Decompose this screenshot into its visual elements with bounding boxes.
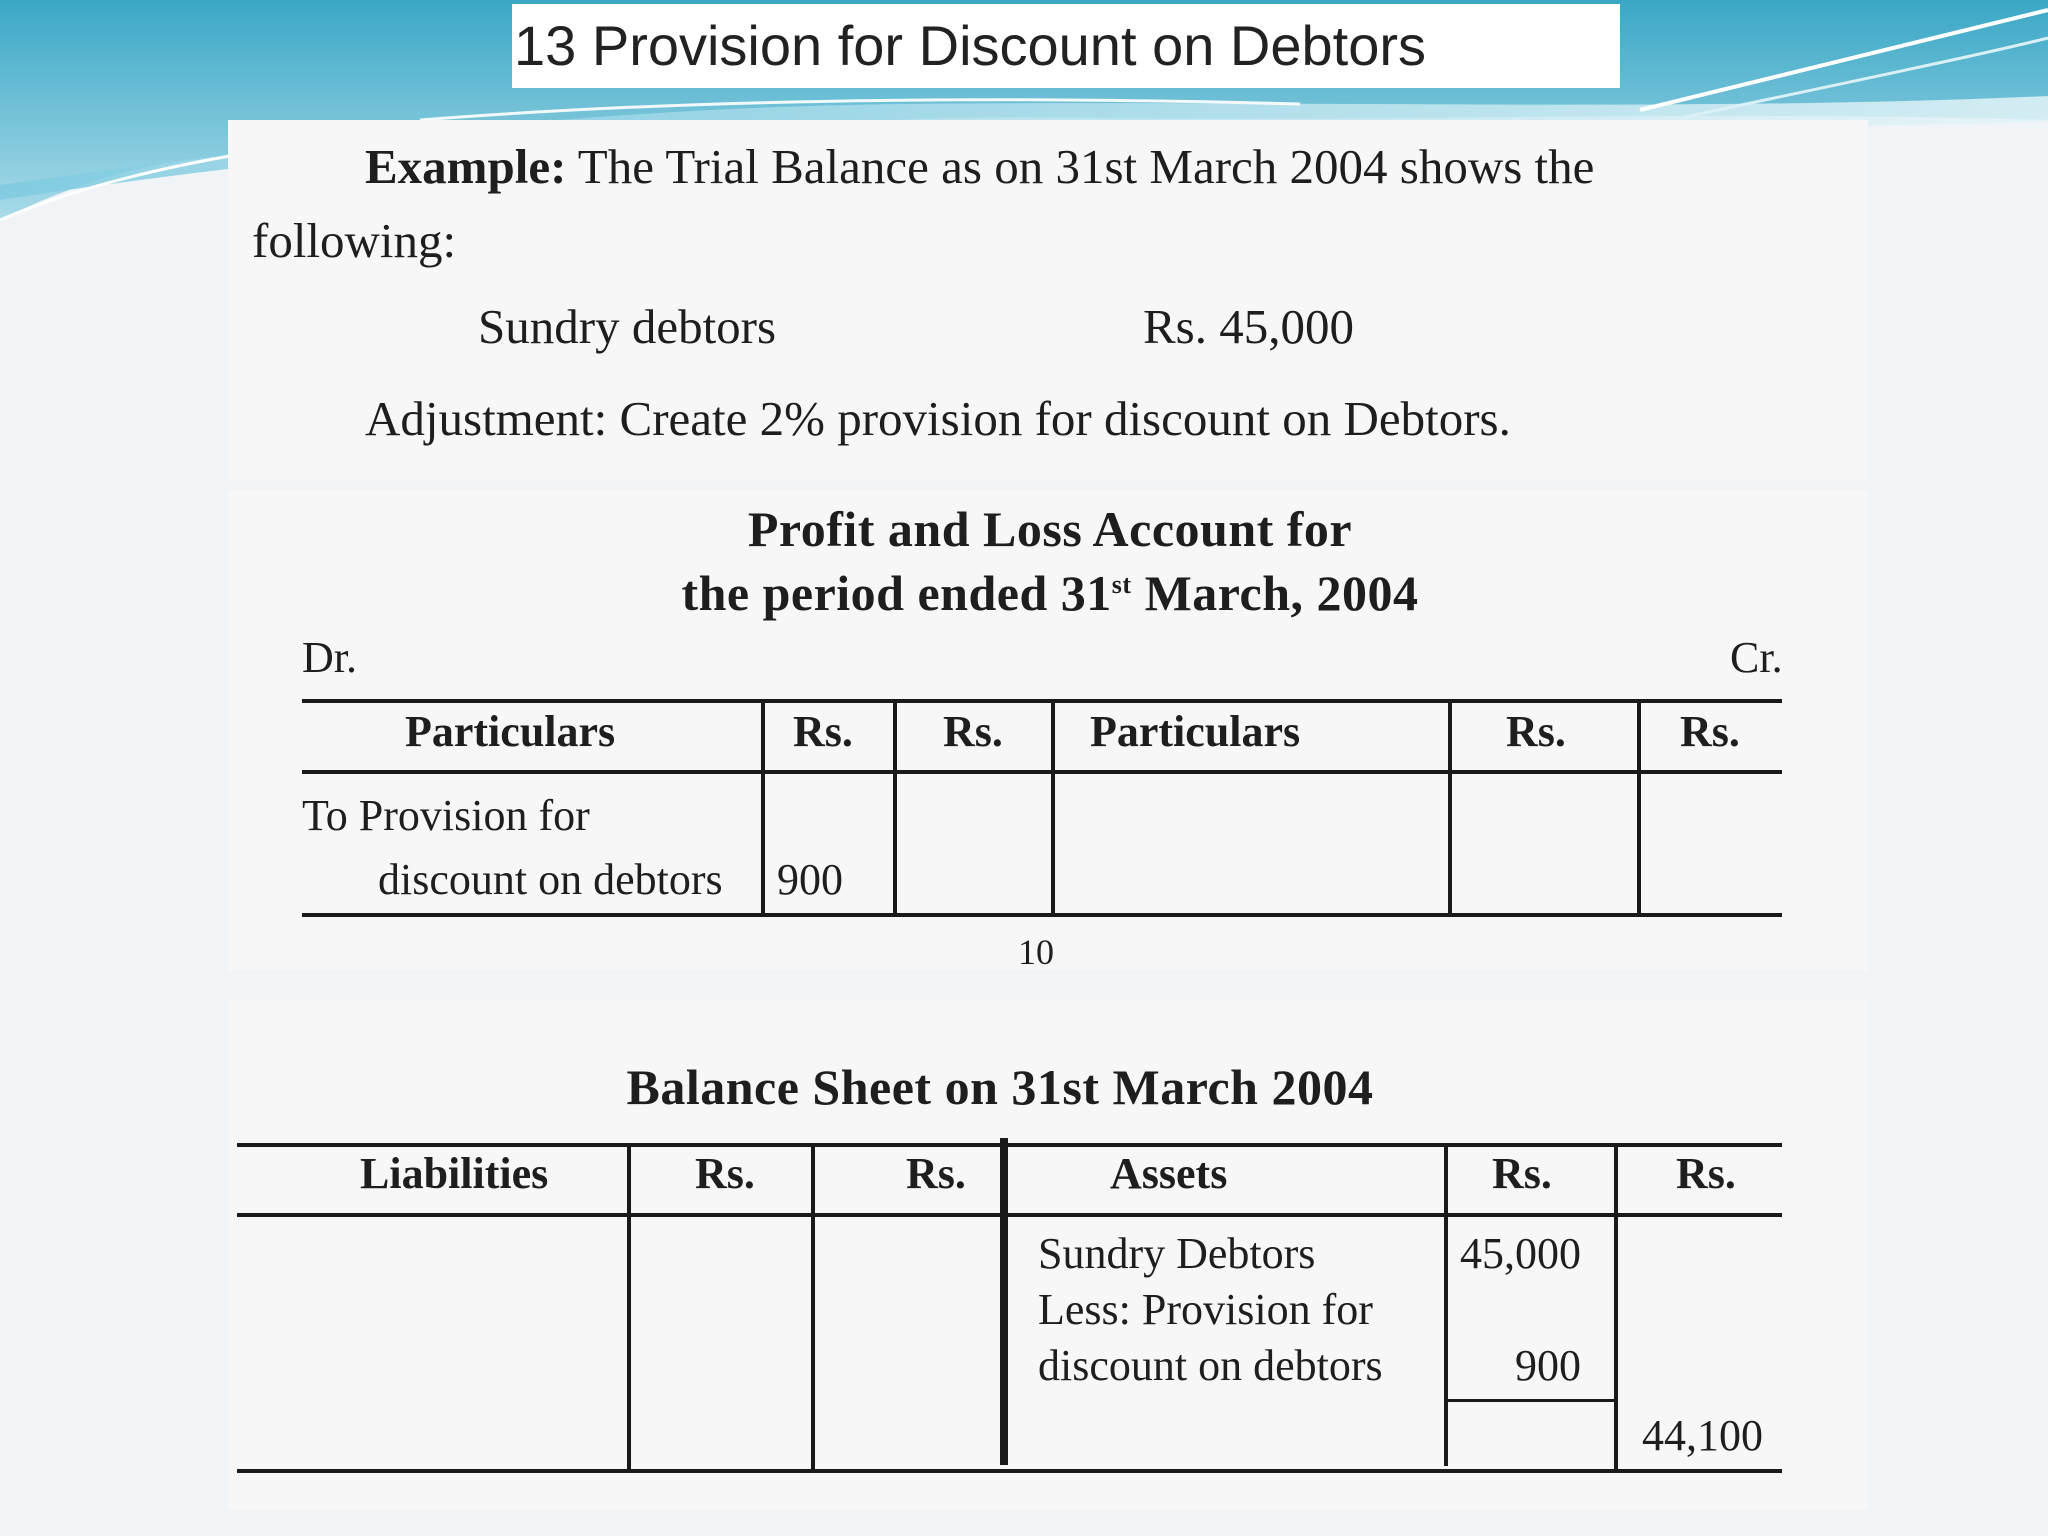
pl-header-rs: Rs. [943,707,1003,756]
bs-table-top-rule [237,1143,1782,1147]
pl-table-top-rule [302,699,1782,703]
pl-header-rs: Rs. [793,707,853,756]
example-text-continued: following: [252,213,457,268]
example-text: The Trial Balance as on 31st March 2004 shows the [566,139,1595,194]
bs-net-value: 44,100 [1642,1411,1763,1460]
pl-heading-post: March, 2004 [1131,565,1419,621]
pl-heading-line2 [500,564,1600,622]
example-label: Example: [365,139,567,194]
pl-row-rs1-value: 900 [777,855,843,904]
pl-col-divider [1637,699,1641,915]
adjustment-text: Adjustment: Create 2% provision for discount on Debtors. [365,391,1511,446]
bs-center-divider [1000,1138,1008,1465]
bs-debtors-value: 45,000 [1460,1229,1581,1278]
bs-col-divider [1614,1143,1618,1471]
page-number-fragment: 10 [1018,932,1054,972]
pl-col-divider [761,699,765,915]
bs-asset-line3: discount on debtors [1038,1341,1383,1390]
bs-header-assets: Assets [1110,1149,1228,1198]
bs-header-rs: Rs. [1676,1149,1736,1198]
pl-header-particulars-cr: Particulars [1090,707,1301,756]
balance-sheet-heading: Balance Sheet on 31st March 2004 [626,1059,1374,1115]
item-label: Sundry debtors [478,299,777,354]
pl-heading-line1: Profit and Loss Account for [747,501,1353,557]
slide-title: 13 Provision for Discount on Debtors [514,14,1426,77]
pl-heading-sup: st [1111,570,1132,599]
bs-asset-line2: Less: Provision for [1038,1285,1373,1334]
pl-row-particulars-line2: discount on debtors [378,855,723,904]
bs-table-header-rule [237,1213,1782,1217]
pl-col-divider [1448,699,1452,915]
pl-col-divider [893,699,897,915]
pl-header-rs: Rs. [1680,707,1740,756]
pl-heading-pre: the period ended 31 [681,565,1112,621]
pl-header-particulars-dr: Particulars [405,707,616,756]
bs-col-divider [811,1143,815,1471]
bs-asset-line1: Sundry Debtors [1038,1229,1316,1278]
bs-subtotal-rule [1446,1399,1618,1402]
pl-table-bottom-rule [302,913,1782,917]
bs-header-liabilities: Liabilities [360,1149,549,1198]
bs-col-divider [627,1143,631,1471]
bs-table-bottom-rule [237,1469,1782,1473]
pl-col-divider [1051,699,1055,915]
example-line [365,138,1594,195]
bs-provision-value: 900 [1515,1341,1581,1390]
item-value: Rs. 45,000 [1143,299,1355,354]
bs-col-divider [1444,1143,1448,1466]
cr-label: Cr. [1730,633,1783,682]
slide-title-box [512,4,1620,88]
pl-header-rs: Rs. [1506,707,1566,756]
pl-table-header-rule [302,770,1782,774]
dr-label: Dr. [302,633,357,682]
pl-row-particulars-line1: To Provision for [302,791,590,840]
bs-header-rs: Rs. [1492,1149,1552,1198]
bs-header-rs: Rs. [695,1149,755,1198]
bs-header-rs: Rs. [906,1149,966,1198]
